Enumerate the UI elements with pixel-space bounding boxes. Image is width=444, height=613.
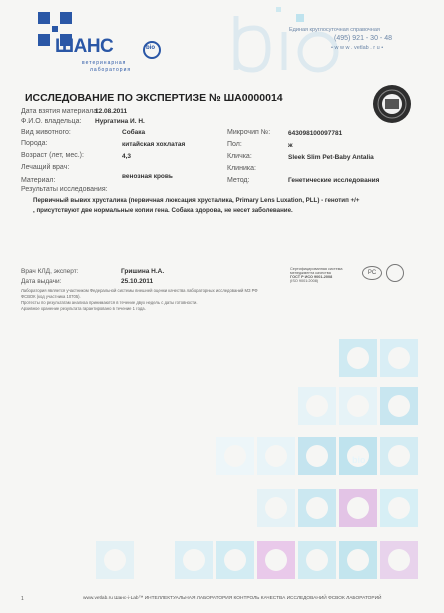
bio-watermark-logo [226,8,346,78]
field-label: Метод: [227,177,250,184]
phone-number: (495) 921 - 30 - 48 [334,35,392,42]
cert-line: (ISO 9001:2008) [290,279,319,283]
seal-stamp [372,84,412,124]
field-label: Порода: [21,140,48,147]
footnote: Лаборатория является участником Федеральной системы внешней оценки качества лабораторных исследований МЗ РФ [21,288,258,293]
field-value: 12.08.2011 [95,108,128,115]
bg-circle-square [257,437,295,475]
bg-circle-square [380,489,418,527]
service-label: Единая круглосуточная справочная [289,27,380,33]
results-line-1: Первичный вывих хрусталика (первичная люксация хрусталика, Primary Lens Luxation, PLL) - генотип +/+ [33,197,360,204]
bg-circle-square [298,387,336,425]
field-label: Дата взятия материала: [21,108,100,115]
field-value: китайская хохлатая [122,141,186,148]
field-label: Лечащий врач: [21,164,70,171]
field-label: Материал: [21,177,56,184]
bg-circle-square [298,541,336,579]
footnote: Протесты по результатам анализа принимаются в течение двух недель с даты готовности. [21,300,198,305]
footnote: Архивное хранение результата гарантировано в течение 1 года. [21,306,146,311]
decor-square [276,7,281,12]
doctor-label: Врач КЛД, эксперт: [21,268,79,275]
doctor-name: Гришина Н.А. [121,268,165,275]
field-value: Собака [122,129,146,136]
results-line-2: , присутствуют две нормальные копии гена. Собака здорова, не несет заболевание. [33,207,293,214]
brand-tagline-1: ветеринарная [82,60,127,66]
issue-date-label: Дата выдачи: [21,278,62,285]
results-heading: Результаты исследования: [21,186,108,193]
bg-circle-square [339,489,377,527]
bg-circle-square [216,437,254,475]
field-label: Возраст (лет, мес.): [21,152,84,159]
cert-line: менеджмента качества [290,271,331,275]
bg-circle-square [257,541,295,579]
field-label: Клиника: [227,165,256,172]
field-value: Sleek Slim Pet-Baby Antalia [288,154,374,161]
bg-circle-square [339,541,377,579]
bg-circle-square [175,541,213,579]
field-value: венозная кровь [122,173,173,180]
field-label: Кличка: [227,153,252,160]
bg-circle-square [380,541,418,579]
field-label: Вид животного: [21,129,71,136]
field-label: Пол: [227,141,242,148]
field-value: Генетические исследования [288,177,380,184]
bg-circle-square [380,437,418,475]
bg-circle-square [339,339,377,377]
field-label: Ф.И.О. владельца: [21,118,82,125]
bg-circle-square [96,541,134,579]
brand-name: ШАНС [55,36,114,57]
page-number: 1 [21,596,24,602]
pct-cert-icon: PC [362,266,382,280]
cert-seal-icon [386,264,404,282]
cert-line: ГОСТ Р ИСО 9001-2008 [290,275,333,279]
cert-line: Сертифицированная система [290,267,343,271]
field-value: Нургатина И. Н. [95,118,145,125]
page-title: ИССЛЕДОВАНИЕ ПО ЭКСПЕРТИЗЕ № ША0000014 [25,92,283,104]
field-value: 4,3 [122,153,132,160]
field-label: Микрочип №: [227,129,271,136]
bg-circle-square [339,387,377,425]
bg-circle-square [380,339,418,377]
decor-square [296,14,304,22]
field-value: ж [288,142,293,149]
brand-tagline-2: лаборатория [90,67,132,73]
field-value: 643098100097781 [288,130,343,137]
brand-bio-text: bio [146,45,155,51]
bg-circle-square [298,489,336,527]
bg-circle-square [216,541,254,579]
bg-circle-square [257,489,295,527]
bg-bio-mark: bio [352,455,366,465]
footer-text: www.vetlab.ru Шанс-i-Lab™ ИНТЕЛЛЕКТУАЛЬНАЯ ЛАБОРАТОРИЯ КОНТРОЛЬ КАЧЕСТВА ИССЛЕДОВАНИЙ ФСВОК ЛАБОРАТОРИЙ [83,596,382,601]
bg-circle-square [298,437,336,475]
issue-date: 25.10.2011 [121,278,154,285]
bg-circle-square [380,387,418,425]
footnote: ФСВОК (код участника 10705). [21,294,81,299]
website: • w w w . vetlab . r u • [331,45,384,51]
